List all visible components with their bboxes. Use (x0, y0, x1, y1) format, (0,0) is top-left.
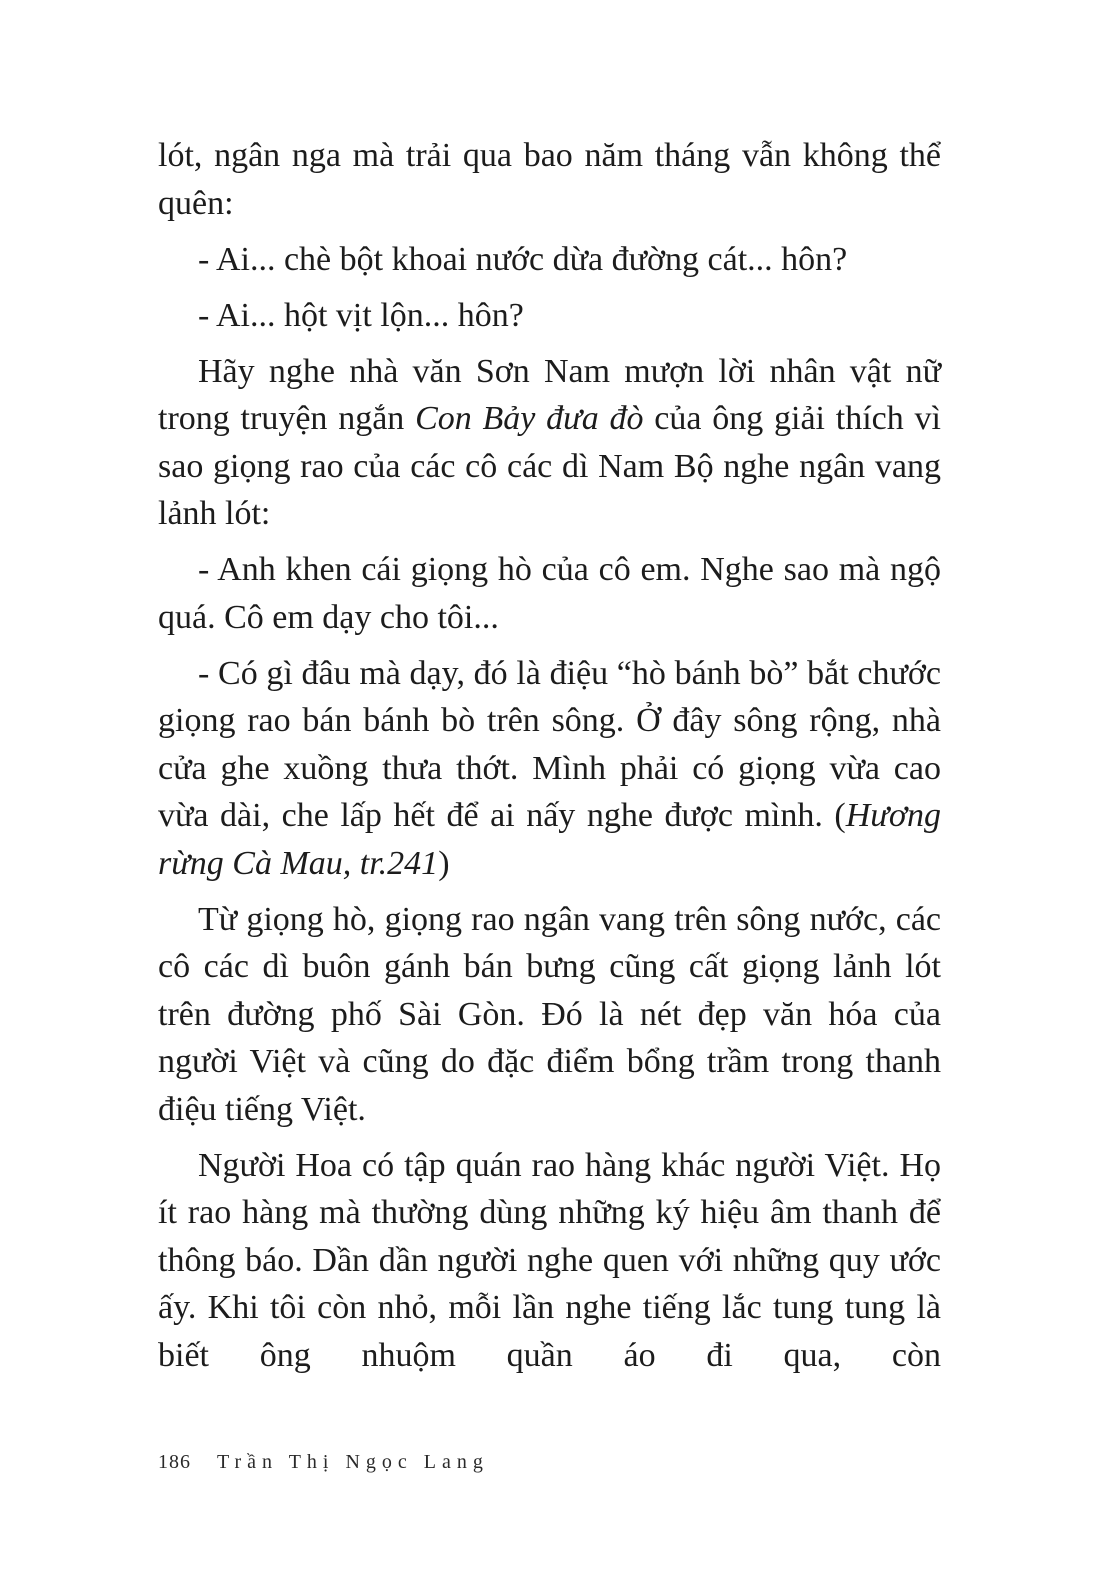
vendor-call-1: - Ai... chè bột khoai nước dừa đường cát... hôn? (198, 240, 848, 278)
paragraph-continued: lót, ngân nga mà trải qua bao năm tháng vẫn không thể quên: (158, 137, 941, 222)
paragraph-text: Hãy nghe nhà văn Sơn Nam mượn lời nhân vật nữ trong truyện ngắn (158, 352, 941, 437)
paragraph-text: - Có gì đâu mà dạy, đó là điệu “hò bánh bò” bắt chước giọng rao bán bánh bò trên sông. Ở đây sông rộng, nhà cửa ghe xuồng thưa thớt. Mình phải có giọng vừa cao vừa dài, che lấp hết để ai nấy nghe được mình. ( (158, 654, 941, 834)
paragraph-street-calls: Từ giọng hò, giọng rao ngân vang trên sông nước, các cô các dì buôn gánh bán bưng cũng cất giọng lảnh lót trên đường phố Sài Gòn. Đó là nét đẹp văn hóa của người Việt và cũng do đặc điểm bổng trầm trong thanh điệu tiếng Việt. (158, 900, 941, 1128)
dialogue-line-1: - Anh khen cái giọng hò của cô em. Nghe sao mà ngộ quá. Cô em dạy cho tôi... (158, 551, 941, 636)
paragraph-text: ) (438, 844, 450, 882)
paragraph-text: của ông giải thích vì sao giọng rao của các cô các dì Nam Bộ nghe ngân vang lảnh lót: (158, 400, 941, 532)
author-name: Trần Thị Ngọc Lang (217, 1451, 489, 1473)
page-number: 186 (158, 1451, 191, 1473)
paragraph-son-nam (158, 348, 941, 538)
book-title-italic: Con Bảy đưa đò (415, 400, 644, 437)
dialogue-line-2 (158, 650, 941, 888)
paragraph-chinese-vendors: Người Hoa có tập quán rao hàng khác người Việt. Họ ít rao hàng mà thường dùng những ký hiệu âm thanh để thông báo. Dần dần người nghe quen với những quy ước ấy. Khi tôi còn nhỏ, mỗi lần nghe tiếng lắc tung tung là biết ông nhuộm quần áo đi qua, còn (158, 1146, 941, 1374)
citation-italic: Hương rừng Cà Mau, tr.241 (158, 797, 941, 882)
vendor-call-2: - Ai... hột vịt lộn... hôn? (198, 296, 524, 334)
running-footer (158, 1451, 489, 1474)
body-text (158, 132, 941, 1388)
